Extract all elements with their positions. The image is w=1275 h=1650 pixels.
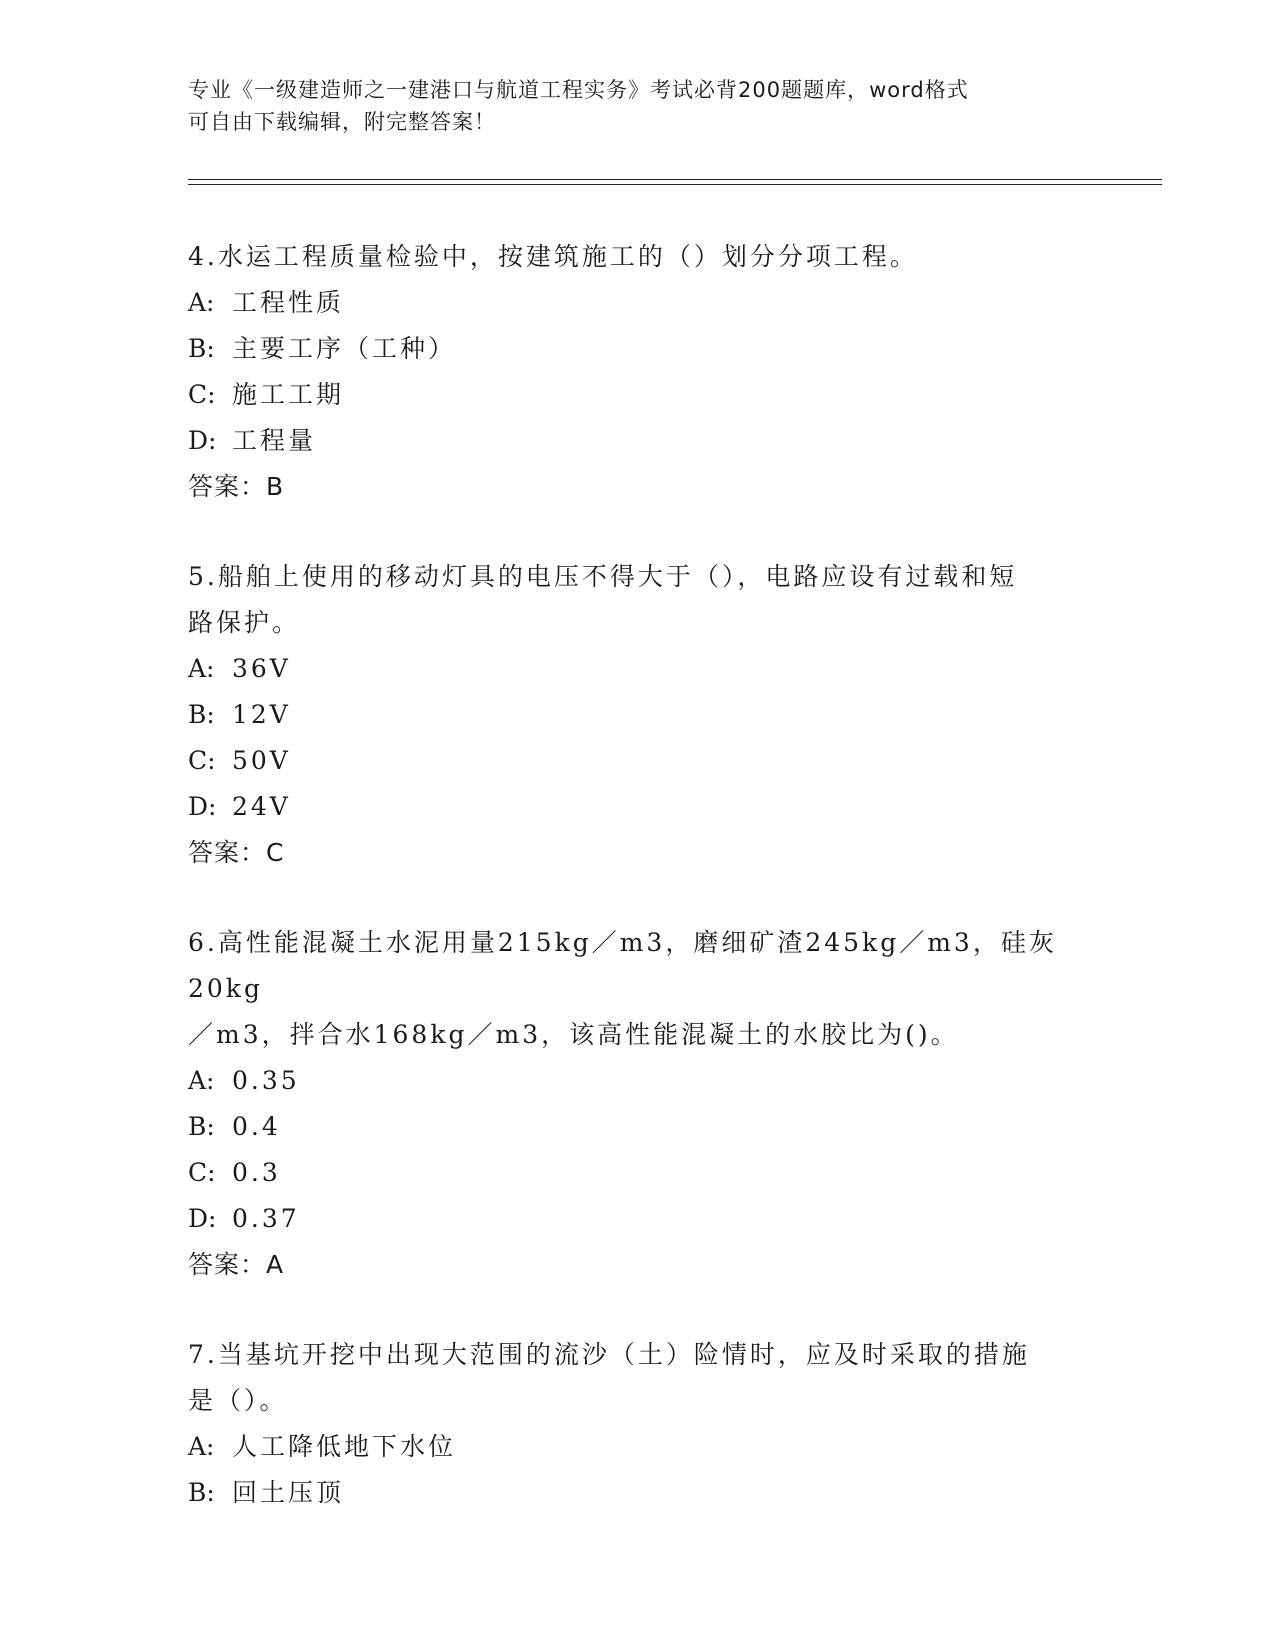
option-text: 0.4 [232, 1112, 281, 1141]
option-letter: C: [188, 380, 216, 409]
answer-line: 答案：A [188, 1250, 285, 1279]
option-letter: D: [188, 792, 217, 821]
question-list [188, 234, 1088, 1516]
option-letter: B: [188, 334, 215, 363]
question-text: 4.水运工程质量检验中，按建筑施工的（）划分分项工程。 [188, 242, 918, 271]
spacer [188, 510, 1088, 554]
option-text: 0.3 [232, 1158, 281, 1187]
option-letter: D: [188, 426, 217, 455]
option-c [188, 1150, 1088, 1196]
option-text: 0.37 [232, 1204, 300, 1233]
option-a [188, 1058, 1088, 1104]
option-text: 回土压顶 [232, 1478, 345, 1507]
option-text: 0.35 [232, 1066, 300, 1095]
question-7 [188, 1332, 1088, 1516]
answer-line: 答案：B [188, 472, 285, 501]
header-title-line-2: 可自由下载编辑，附完整答案！ [188, 110, 496, 134]
option-a [188, 646, 1088, 692]
option-letter: C: [188, 1158, 216, 1187]
option-d [188, 784, 1088, 830]
option-b [188, 1104, 1088, 1150]
option-d [188, 1196, 1088, 1242]
question-text-line-2: ／m3，拌合水168kg／m3，该高性能混凝土的水胶比为()。 [188, 1020, 959, 1049]
option-text: 24V [232, 792, 291, 821]
option-b [188, 1470, 1088, 1516]
option-b [188, 692, 1088, 738]
option-text: 50V [232, 746, 291, 775]
option-c [188, 372, 1088, 418]
question-text-line-1: 7.当基坑开挖中出现大范围的流沙（土）险情时，应及时采取的措施 [188, 1340, 1030, 1369]
document-header [188, 74, 1088, 138]
option-text: 主要工序（工种） [232, 334, 457, 363]
question-text-line-1: 5.船舶上使用的移动灯具的电压不得大于（），电路应设有过载和短 [188, 562, 1018, 591]
option-text: 36V [232, 654, 291, 683]
option-c [188, 738, 1088, 784]
option-letter: B: [188, 700, 215, 729]
option-text: 12V [232, 700, 291, 729]
header-divider-top [188, 179, 1162, 180]
option-letter: C: [188, 746, 216, 775]
option-b [188, 326, 1088, 372]
question-text-line-2: 路保护。 [188, 608, 301, 637]
option-letter: A: [188, 1432, 215, 1461]
option-text: 人工降低地下水位 [232, 1432, 457, 1461]
question-text-line-1: 6.高性能混凝土水泥用量215kg／m3，磨细矿渣245kg／m3，硅灰20kg [188, 928, 1057, 1003]
option-letter: B: [188, 1478, 215, 1507]
spacer [188, 1288, 1088, 1332]
option-letter: D: [188, 1204, 217, 1233]
option-letter: A: [188, 654, 215, 683]
answer-line: 答案：C [188, 838, 285, 867]
question-text-line-2: 是（）。 [188, 1386, 288, 1415]
header-title-line-1: 专业《一级建造师之一建港口与航道工程实务》考试必背200题题库，word格式 [188, 78, 969, 102]
option-letter: A: [188, 1066, 215, 1095]
option-d [188, 418, 1088, 464]
option-text: 工程性质 [232, 288, 345, 317]
question-6 [188, 920, 1088, 1288]
option-text: 施工工期 [232, 380, 345, 409]
option-text: 工程量 [232, 426, 317, 455]
question-4 [188, 234, 1088, 510]
spacer [188, 876, 1088, 920]
option-a [188, 1424, 1088, 1470]
header-divider-bottom [188, 184, 1162, 185]
option-a [188, 280, 1088, 326]
option-letter: A: [188, 288, 215, 317]
option-letter: B: [188, 1112, 215, 1141]
question-5 [188, 554, 1088, 876]
